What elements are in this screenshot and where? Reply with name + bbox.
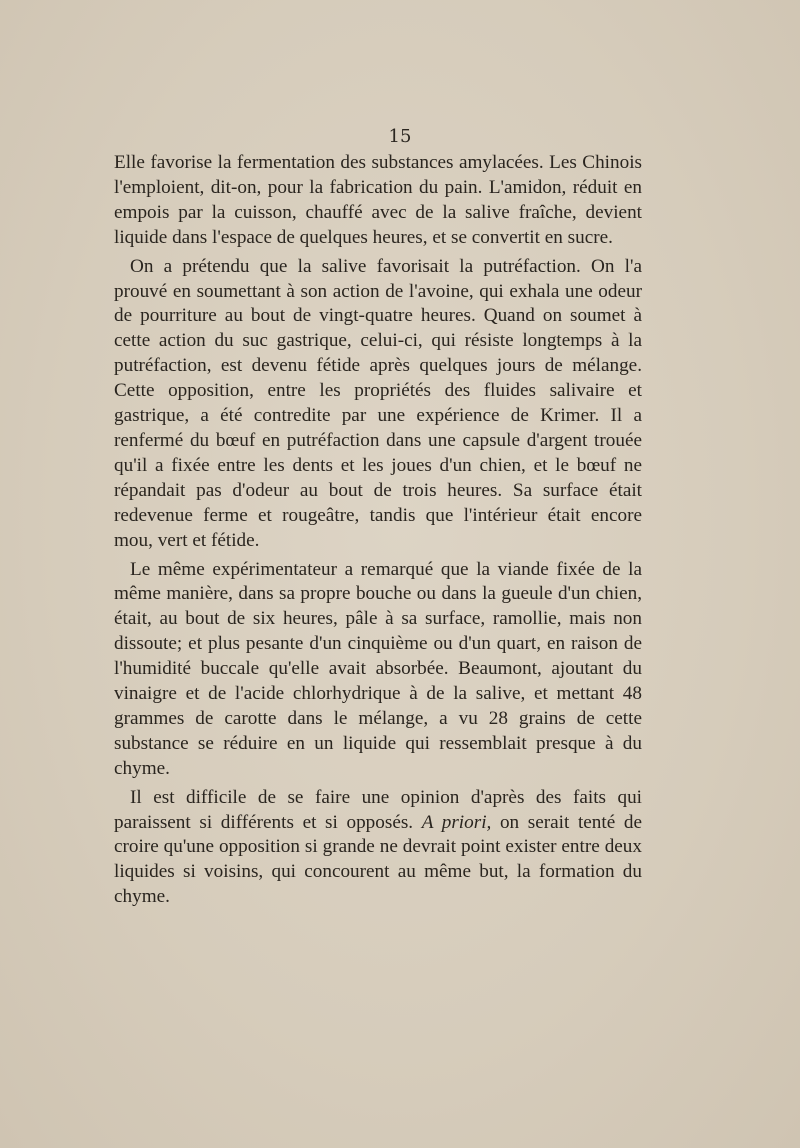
paragraph-1: Elle favorise la fermentation des substances amylacées. Les Chinois l'emploient, dit-on, pour la fabrication du pain. L'amidon, réduit en empois par la cuisson, chauffé avec de la salive fraîche, devient liquide dans l'espace de quelques heures, et se convertit en sucre. <box>114 152 642 248</box>
page-number: 15 <box>388 126 412 147</box>
paragraph-4-rest: on serait tenté de croire qu'une opposition si grande ne devrait point exister entre deux liquides si voisins, qui concourent au même but, la formation du chyme. <box>114 811 642 908</box>
paragraph-2: On a prétendu que la salive favorisait la putréfaction. On l'a prouvé en soumettant à son action de l'avoine, qui exhala une odeur de pourriture au bout de vingt-quatre heures. Quand on soumet à cette action du suc gastrique, celui-ci, qui résiste longtemps à la putréfaction, est devenu fétide après quelques jours de mélange. Cette opposition, entre les propriétés des fluides salivaire et gastrique, a été contredite par une expérience de Krimer. Il a renfermé du bœuf en putréfaction dans une capsule d'argent trouée qu'il a fixée entre les dents et les joues d'un chien, et le bœuf ne répandait pas d'odeur au bout de trois heures. Sa surface était redevenue ferme et rougeâtre, tandis que l'intérieur était encore mou, vert et fétide. <box>114 255 642 551</box>
paragraph-4-lead: Il est difficile de se faire une opinion d'après des faits qui paraissent si différents et si opposés. <box>114 786 642 833</box>
paragraph-4-italic: A priori, <box>421 811 492 833</box>
paragraph-3: Le même expérimentateur a remarqué que la viande fixée de la même manière, dans sa propre bouche ou dans la gueule d'un chien, était, au bout de six heures, pâle à sa surface, ramollie, mais non dissoute; et plus pesante d'un cinquième ou d'un quart, en raison de l'humidité buccale qu'elle avait absorbée. Beaumont, ajoutant du vinaigre et de l'acide chlorhydrique à de la salive, et mettant 48 grammes de carotte dans le mélange, a vu 28 grains de cette substance se réduire en un liquide qui ressemblait presque à du chyme. <box>114 558 642 779</box>
paragraph-4 <box>114 786 642 911</box>
body-text <box>114 151 642 914</box>
